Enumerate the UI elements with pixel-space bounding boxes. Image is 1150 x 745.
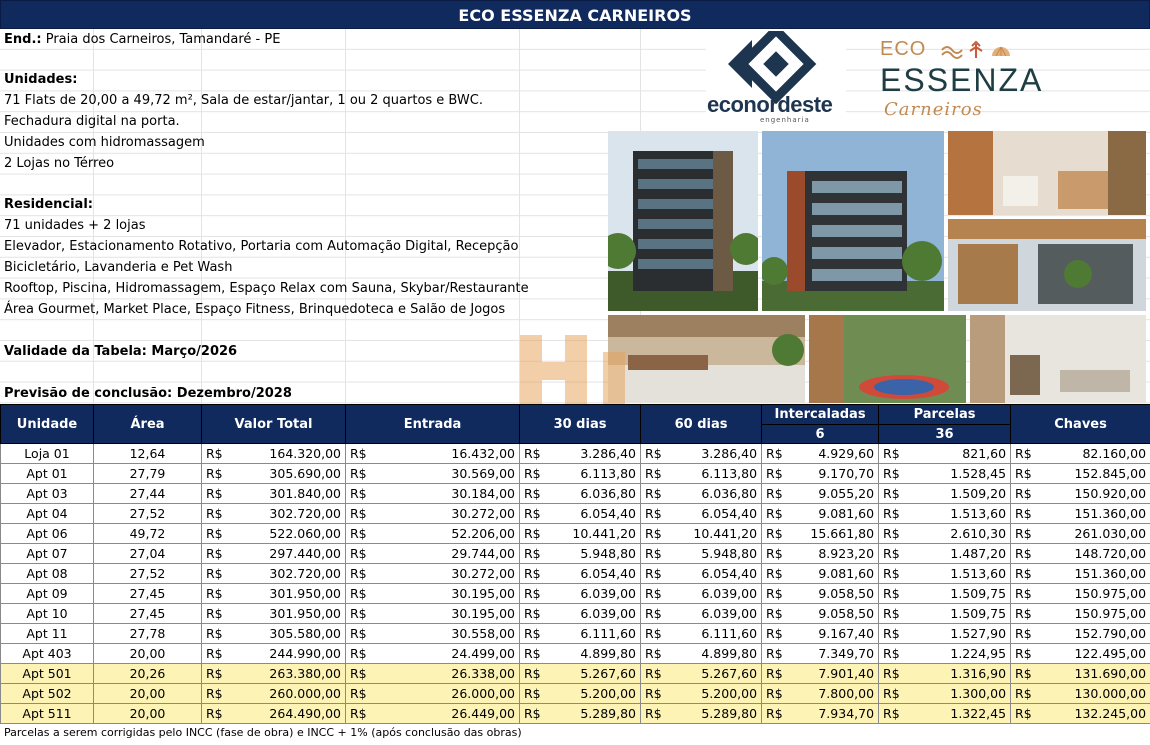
cell-chaves: 152.845,00 xyxy=(1035,464,1150,484)
cell-d30: 3.286,40 xyxy=(544,444,641,464)
cell-d30: 10.441,20 xyxy=(544,524,641,544)
cell-parc: 1.316,90 xyxy=(903,664,1011,684)
cell-parc: 1.224,95 xyxy=(903,644,1011,664)
cell-parc: 1.509,75 xyxy=(903,604,1011,624)
cell-d30: 4.899,80 xyxy=(544,644,641,664)
cell-currency: R$ xyxy=(641,584,665,604)
residencial-line: Elevador, Estacionamento Rotativo, Portaria com Automação Digital, Recepção xyxy=(4,239,519,254)
validade: Validade da Tabela: Março/2026 xyxy=(4,344,238,359)
cell-parc: 1.528,45 xyxy=(903,464,1011,484)
cell-chaves: 82.160,00 xyxy=(1035,444,1150,464)
cell-valor: 302.720,00 xyxy=(226,564,346,584)
table-row xyxy=(1,444,1150,464)
cell-currency: R$ xyxy=(202,584,226,604)
unidades-heading: Unidades: xyxy=(4,72,78,87)
cell-valor: 305.580,00 xyxy=(226,624,346,644)
cell-unidade: Apt 01 xyxy=(1,464,94,484)
cell-valor: 260.000,00 xyxy=(226,684,346,704)
cell-area: 20,00 xyxy=(94,684,202,704)
cell-d60: 5.267,60 xyxy=(665,664,762,684)
cell-currency: R$ xyxy=(1011,644,1035,664)
cell-unidade: Apt 511 xyxy=(1,704,94,724)
cell-currency: R$ xyxy=(879,624,903,644)
cell-currency: R$ xyxy=(641,624,665,644)
cell-currency: R$ xyxy=(1011,704,1035,724)
cell-currency: R$ xyxy=(346,644,370,664)
cell-inter: 9.081,60 xyxy=(786,504,879,524)
cell-currency: R$ xyxy=(202,484,226,504)
cell-currency: R$ xyxy=(641,544,665,564)
price-table-body xyxy=(1,444,1150,724)
unidades-line: 71 Flats de 20,00 a 49,72 m², Sala de estar/jantar, 1 ou 2 quartos e BWC. xyxy=(4,93,483,108)
shell-waves-icon xyxy=(940,38,1015,60)
cell-area: 27,52 xyxy=(94,564,202,584)
cell-unidade: Apt 502 xyxy=(1,684,94,704)
cell-parc: 1.487,20 xyxy=(903,544,1011,564)
cell-currency: R$ xyxy=(762,504,786,524)
cell-d30: 6.039,00 xyxy=(544,604,641,624)
cell-inter: 4.929,60 xyxy=(786,444,879,464)
cell-currency: R$ xyxy=(762,484,786,504)
cell-d60: 10.441,20 xyxy=(665,524,762,544)
cell-unidade: Apt 06 xyxy=(1,524,94,544)
table-row xyxy=(1,704,1150,724)
cell-currency: R$ xyxy=(202,544,226,564)
cell-currency: R$ xyxy=(762,444,786,464)
cell-currency: R$ xyxy=(520,544,544,564)
cell-valor: 301.840,00 xyxy=(226,484,346,504)
cell-currency: R$ xyxy=(879,704,903,724)
cell-currency: R$ xyxy=(520,624,544,644)
col-intercaladas-count: 6 xyxy=(762,425,879,444)
cell-valor: 522.060,00 xyxy=(226,524,346,544)
building-render-image xyxy=(608,131,758,311)
cell-currency: R$ xyxy=(641,444,665,464)
cell-d60: 3.286,40 xyxy=(665,444,762,464)
table-row xyxy=(1,684,1150,704)
cell-currency: R$ xyxy=(641,684,665,704)
econordeste-wordmark: econordeste xyxy=(707,92,833,117)
cell-currency: R$ xyxy=(879,564,903,584)
cell-currency: R$ xyxy=(346,464,370,484)
eco-essenza-eco: ECO xyxy=(880,38,927,60)
cell-currency: R$ xyxy=(520,684,544,704)
cell-currency: R$ xyxy=(762,624,786,644)
cell-chaves: 148.720,00 xyxy=(1035,544,1150,564)
cell-currency: R$ xyxy=(641,464,665,484)
cell-parc: 1.509,75 xyxy=(903,584,1011,604)
cell-unidade: Apt 11 xyxy=(1,624,94,644)
cell-area: 27,45 xyxy=(94,584,202,604)
cell-d60: 5.200,00 xyxy=(665,684,762,704)
cell-currency: R$ xyxy=(879,504,903,524)
cell-unidade: Apt 501 xyxy=(1,664,94,684)
cell-parc: 1.513,60 xyxy=(903,564,1011,584)
cell-currency: R$ xyxy=(879,464,903,484)
cell-inter: 9.167,40 xyxy=(786,624,879,644)
col-area: Área xyxy=(94,405,202,444)
cell-area: 20,00 xyxy=(94,644,202,664)
cell-currency: R$ xyxy=(202,604,226,624)
cell-currency: R$ xyxy=(346,604,370,624)
cell-currency: R$ xyxy=(202,664,226,684)
cell-parc: 821,60 xyxy=(903,444,1011,464)
cell-area: 20,26 xyxy=(94,664,202,684)
cell-currency: R$ xyxy=(346,584,370,604)
cell-chaves: 152.790,00 xyxy=(1035,624,1150,644)
cell-inter: 8.923,20 xyxy=(786,544,879,564)
cell-d60: 4.899,80 xyxy=(665,644,762,664)
cell-currency: R$ xyxy=(1011,604,1035,624)
cell-d60: 6.039,00 xyxy=(665,584,762,604)
address: End.: Praia dos Carneiros, Tamandaré - PE xyxy=(4,32,281,47)
residencial-line: 71 unidades + 2 lojas xyxy=(4,218,146,233)
col-intercaladas: Intercaladas xyxy=(762,405,879,425)
cell-parc: 1.300,00 xyxy=(903,684,1011,704)
cell-currency: R$ xyxy=(520,604,544,624)
cell-currency: R$ xyxy=(520,444,544,464)
cell-parc: 1.322,45 xyxy=(903,704,1011,724)
cell-d30: 6.054,40 xyxy=(544,564,641,584)
cell-currency: R$ xyxy=(346,524,370,544)
cell-currency: R$ xyxy=(202,464,226,484)
cell-entrada: 30.569,00 xyxy=(370,464,520,484)
cell-inter: 7.349,70 xyxy=(786,644,879,664)
cell-currency: R$ xyxy=(762,584,786,604)
table-row xyxy=(1,504,1150,524)
cell-d30: 5.267,60 xyxy=(544,664,641,684)
cell-currency: R$ xyxy=(520,464,544,484)
cell-d60: 6.036,80 xyxy=(665,484,762,504)
col-chaves: Chaves xyxy=(1011,405,1150,444)
cell-chaves: 150.975,00 xyxy=(1035,604,1150,624)
cell-chaves: 150.920,00 xyxy=(1035,484,1150,504)
cell-valor: 302.720,00 xyxy=(226,504,346,524)
cell-currency: R$ xyxy=(346,444,370,464)
cell-currency: R$ xyxy=(346,484,370,504)
cell-valor: 297.440,00 xyxy=(226,544,346,564)
cell-d60: 5.948,80 xyxy=(665,544,762,564)
cell-area: 27,78 xyxy=(94,624,202,644)
cell-currency: R$ xyxy=(346,564,370,584)
eco-essenza-carneiros: Carneiros xyxy=(884,99,983,120)
residencial-line: Bicicletário, Lavanderia e Pet Wash xyxy=(4,260,233,275)
cell-currency: R$ xyxy=(202,444,226,464)
cell-entrada: 30.272,00 xyxy=(370,564,520,584)
cell-currency: R$ xyxy=(520,644,544,664)
cell-d60: 6.054,40 xyxy=(665,504,762,524)
table-row xyxy=(1,484,1150,504)
unidades-line: 2 Lojas no Térreo xyxy=(4,156,115,171)
col-valor-total: Valor Total xyxy=(202,405,346,444)
pool-render-image xyxy=(608,315,805,403)
cell-d60: 6.039,00 xyxy=(665,604,762,624)
cell-currency: R$ xyxy=(762,464,786,484)
cell-currency: R$ xyxy=(1011,584,1035,604)
cell-currency: R$ xyxy=(762,664,786,684)
table-row xyxy=(1,524,1150,544)
cell-chaves: 261.030,00 xyxy=(1035,524,1150,544)
cell-inter: 7.934,70 xyxy=(786,704,879,724)
cell-inter: 9.055,20 xyxy=(786,484,879,504)
cell-entrada: 52.206,00 xyxy=(370,524,520,544)
cell-valor: 301.950,00 xyxy=(226,584,346,604)
cell-currency: R$ xyxy=(346,704,370,724)
table-row xyxy=(1,544,1150,564)
cell-currency: R$ xyxy=(879,644,903,664)
cell-chaves: 151.360,00 xyxy=(1035,564,1150,584)
cell-currency: R$ xyxy=(641,524,665,544)
cell-currency: R$ xyxy=(879,664,903,684)
cell-currency: R$ xyxy=(1011,444,1035,464)
cell-currency: R$ xyxy=(762,524,786,544)
cell-currency: R$ xyxy=(520,524,544,544)
cell-valor: 244.990,00 xyxy=(226,644,346,664)
cell-currency: R$ xyxy=(641,564,665,584)
cell-currency: R$ xyxy=(1011,664,1035,684)
table-row xyxy=(1,464,1150,484)
cell-d30: 6.113,80 xyxy=(544,464,641,484)
cell-d30: 6.111,60 xyxy=(544,624,641,644)
col-entrada: Entrada xyxy=(346,405,520,444)
cell-unidade: Apt 403 xyxy=(1,644,94,664)
cell-inter: 15.661,80 xyxy=(786,524,879,544)
cell-entrada: 26.338,00 xyxy=(370,664,520,684)
cell-currency: R$ xyxy=(762,564,786,584)
cell-area: 49,72 xyxy=(94,524,202,544)
table-row xyxy=(1,624,1150,644)
cell-area: 20,00 xyxy=(94,704,202,724)
cell-currency: R$ xyxy=(879,444,903,464)
cell-d60: 5.289,80 xyxy=(665,704,762,724)
table-row xyxy=(1,584,1150,604)
cell-parc: 2.610,30 xyxy=(903,524,1011,544)
cell-currency: R$ xyxy=(520,704,544,724)
watermark-icon xyxy=(515,330,635,410)
reception-render-image xyxy=(948,131,1146,215)
cell-currency: R$ xyxy=(520,484,544,504)
cell-entrada: 30.272,00 xyxy=(370,504,520,524)
cell-currency: R$ xyxy=(1011,544,1035,564)
cell-inter: 7.800,00 xyxy=(786,684,879,704)
cell-currency: R$ xyxy=(346,544,370,564)
cell-valor: 301.950,00 xyxy=(226,604,346,624)
cell-area: 27,04 xyxy=(94,544,202,564)
marketplace-render-image xyxy=(948,219,1146,311)
cell-entrada: 26.000,00 xyxy=(370,684,520,704)
table-row xyxy=(1,604,1150,624)
cell-currency: R$ xyxy=(202,524,226,544)
col-parcelas-count: 36 xyxy=(879,425,1011,444)
unidades-line: Fechadura digital na porta. xyxy=(4,114,180,129)
cell-unidade: Apt 04 xyxy=(1,504,94,524)
cell-entrada: 30.558,00 xyxy=(370,624,520,644)
cell-chaves: 122.495,00 xyxy=(1035,644,1150,664)
cell-currency: R$ xyxy=(641,704,665,724)
cell-d30: 6.036,80 xyxy=(544,484,641,504)
residencial-line: Área Gourmet, Market Place, Espaço Fitness, Brinquedoteca e Salão de Jogos xyxy=(4,302,506,317)
cell-entrada: 30.184,00 xyxy=(370,484,520,504)
cell-parc: 1.527,90 xyxy=(903,624,1011,644)
cell-d30: 5.289,80 xyxy=(544,704,641,724)
cell-currency: R$ xyxy=(202,684,226,704)
page-title: ECO ESSENZA CARNEIROS xyxy=(0,0,1150,29)
col-60-dias: 60 dias xyxy=(641,405,762,444)
cell-area: 12,64 xyxy=(94,444,202,464)
cell-chaves: 131.690,00 xyxy=(1035,664,1150,684)
cell-entrada: 16.432,00 xyxy=(370,444,520,464)
building-render-image xyxy=(762,131,944,311)
cell-d30: 6.054,40 xyxy=(544,504,641,524)
cell-area: 27,52 xyxy=(94,504,202,524)
cell-inter: 9.058,50 xyxy=(786,604,879,624)
unidades-line: Unidades com hidromassagem xyxy=(4,135,205,150)
cell-valor: 264.490,00 xyxy=(226,704,346,724)
cell-chaves: 151.360,00 xyxy=(1035,504,1150,524)
cell-valor: 164.320,00 xyxy=(226,444,346,464)
cell-currency: R$ xyxy=(202,504,226,524)
cell-currency: R$ xyxy=(641,504,665,524)
cell-unidade: Apt 03 xyxy=(1,484,94,504)
cell-currency: R$ xyxy=(202,644,226,664)
cell-entrada: 30.195,00 xyxy=(370,584,520,604)
cell-currency: R$ xyxy=(1011,624,1035,644)
cell-currency: R$ xyxy=(879,524,903,544)
cell-parc: 1.513,60 xyxy=(903,504,1011,524)
cell-currency: R$ xyxy=(1011,524,1035,544)
cell-d30: 5.200,00 xyxy=(544,684,641,704)
econordeste-sub: engenharia xyxy=(760,116,810,124)
eco-essenza-wordmark: ESSENZA xyxy=(880,62,1044,98)
cell-currency: R$ xyxy=(641,664,665,684)
cell-entrada: 24.499,00 xyxy=(370,644,520,664)
price-table xyxy=(0,404,1150,724)
cell-currency: R$ xyxy=(879,684,903,704)
cell-currency: R$ xyxy=(202,564,226,584)
cell-inter: 9.058,50 xyxy=(786,584,879,604)
cell-valor: 305.690,00 xyxy=(226,464,346,484)
cell-d60: 6.113,80 xyxy=(665,464,762,484)
residencial-line: Rooftop, Piscina, Hidromassagem, Espaço Relax com Sauna, Skybar/Restaurante xyxy=(4,281,529,296)
cell-currency: R$ xyxy=(202,624,226,644)
cell-currency: R$ xyxy=(520,584,544,604)
cell-currency: R$ xyxy=(641,604,665,624)
cell-currency: R$ xyxy=(879,484,903,504)
col-30-dias: 30 dias xyxy=(520,405,641,444)
cell-area: 27,44 xyxy=(94,484,202,504)
cell-d30: 5.948,80 xyxy=(544,544,641,564)
table-row xyxy=(1,664,1150,684)
cell-unidade: Apt 10 xyxy=(1,604,94,624)
cell-chaves: 132.245,00 xyxy=(1035,704,1150,724)
table-row xyxy=(1,644,1150,664)
cell-inter: 7.901,40 xyxy=(786,664,879,684)
cell-unidade: Loja 01 xyxy=(1,444,94,464)
cell-currency: R$ xyxy=(879,584,903,604)
cell-entrada: 29.744,00 xyxy=(370,544,520,564)
cell-d60: 6.054,40 xyxy=(665,564,762,584)
cell-inter: 9.170,70 xyxy=(786,464,879,484)
cell-currency: R$ xyxy=(641,484,665,504)
cell-entrada: 26.449,00 xyxy=(370,704,520,724)
lounge-render-image xyxy=(809,315,966,403)
residencial-heading: Residencial: xyxy=(4,197,93,212)
col-parcelas: Parcelas xyxy=(879,405,1011,425)
cell-currency: R$ xyxy=(1011,564,1035,584)
cell-currency: R$ xyxy=(520,564,544,584)
table-row xyxy=(1,564,1150,584)
cell-currency: R$ xyxy=(1011,484,1035,504)
footnote: Parcelas a serem corrigidas pelo INCC (fase de obra) e INCC + 1% (após conclusão das obras) xyxy=(4,726,522,739)
cell-entrada: 30.195,00 xyxy=(370,604,520,624)
cell-currency: R$ xyxy=(1011,684,1035,704)
cell-currency: R$ xyxy=(520,664,544,684)
cell-currency: R$ xyxy=(762,604,786,624)
cell-currency: R$ xyxy=(1011,504,1035,524)
cell-currency: R$ xyxy=(346,684,370,704)
cell-currency: R$ xyxy=(879,604,903,624)
cell-currency: R$ xyxy=(762,544,786,564)
cell-chaves: 150.975,00 xyxy=(1035,584,1150,604)
living-room-render-image xyxy=(970,315,1146,403)
cell-currency: R$ xyxy=(641,644,665,664)
cell-currency: R$ xyxy=(520,504,544,524)
cell-currency: R$ xyxy=(346,504,370,524)
cell-currency: R$ xyxy=(346,664,370,684)
cell-currency: R$ xyxy=(1011,464,1035,484)
cell-currency: R$ xyxy=(202,704,226,724)
cell-currency: R$ xyxy=(762,684,786,704)
cell-currency: R$ xyxy=(879,544,903,564)
cell-unidade: Apt 07 xyxy=(1,544,94,564)
col-unidade: Unidade xyxy=(1,405,94,444)
cell-d30: 6.039,00 xyxy=(544,584,641,604)
cell-currency: R$ xyxy=(346,624,370,644)
cell-chaves: 130.000,00 xyxy=(1035,684,1150,704)
cell-inter: 9.081,60 xyxy=(786,564,879,584)
cell-unidade: Apt 08 xyxy=(1,564,94,584)
cell-currency: R$ xyxy=(762,644,786,664)
cell-area: 27,79 xyxy=(94,464,202,484)
cell-valor: 263.380,00 xyxy=(226,664,346,684)
cell-currency: R$ xyxy=(762,704,786,724)
previsao: Previsão de conclusão: Dezembro/2028 xyxy=(4,386,292,401)
cell-unidade: Apt 09 xyxy=(1,584,94,604)
cell-parc: 1.509,20 xyxy=(903,484,1011,504)
cell-area: 27,45 xyxy=(94,604,202,624)
cell-d60: 6.111,60 xyxy=(665,624,762,644)
